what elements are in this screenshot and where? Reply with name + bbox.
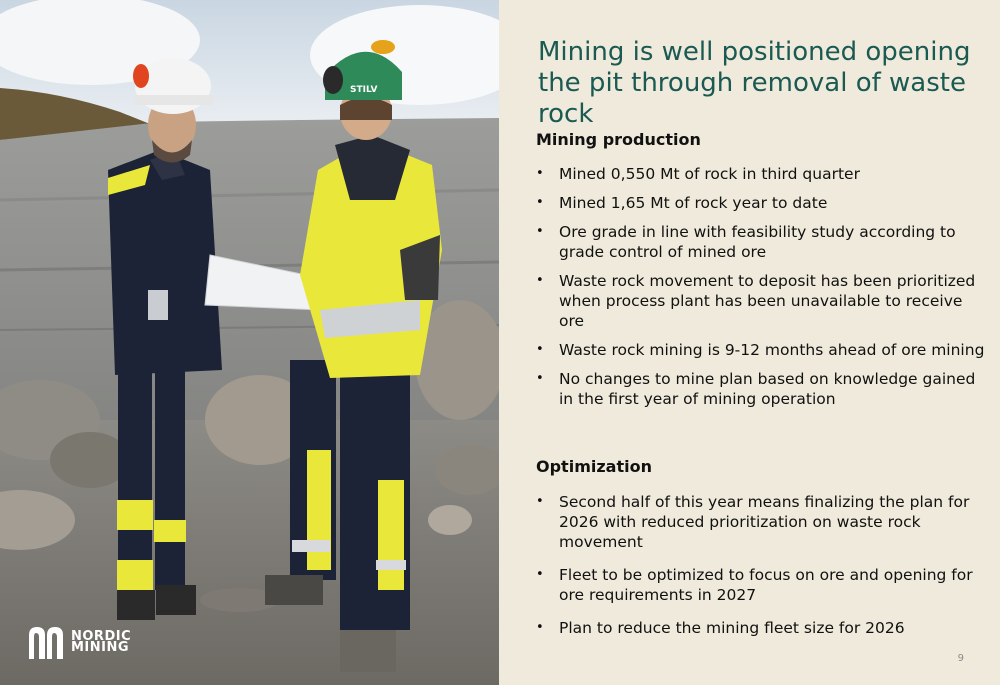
list-item: • Second half of this year means finalizing the plan for 2026 with reduced prioritization on waste rock movement xyxy=(536,492,991,552)
list-item: • Fleet to be optimized to focus on ore and opening for ore requirements in 2027 xyxy=(536,565,991,605)
logo-line1: NORDIC xyxy=(71,629,132,644)
company-logo xyxy=(27,625,131,659)
content-panel xyxy=(499,0,1000,685)
logo-line2: MINING xyxy=(71,640,130,655)
list-item: • Plan to reduce the mining fleet size for 2026 xyxy=(536,618,991,638)
list-item: • Mined 1,65 Mt of rock year to date xyxy=(536,193,991,213)
list-item: • Waste rock mining is 9-12 months ahead of ore mining xyxy=(536,340,991,360)
workers-photo xyxy=(0,0,499,685)
logo-mark-icon xyxy=(27,625,65,659)
list-item: • Mined 0,550 Mt of rock in third quarter xyxy=(536,164,991,184)
section-heading-mining-production: Mining production xyxy=(536,130,701,149)
mining-production-list xyxy=(536,164,991,418)
helmet-brand: STILV xyxy=(350,85,378,95)
list-item: • No changes to mine plan based on knowledge gained in the first year of mining operation xyxy=(536,369,991,409)
page-number: 9 xyxy=(957,653,964,664)
optimization-list xyxy=(536,492,991,647)
slide-title: Mining is well positioned opening the pit through removal of waste rock xyxy=(538,37,971,129)
list-item: • Ore grade in line with feasibility study according to grade control of mined ore xyxy=(536,222,991,262)
list-item: • Waste rock movement to deposit has been prioritized when process plant has been unavailable to receive ore xyxy=(536,271,991,331)
section-heading-optimization: Optimization xyxy=(536,457,652,476)
logo-wordmark xyxy=(71,631,131,653)
